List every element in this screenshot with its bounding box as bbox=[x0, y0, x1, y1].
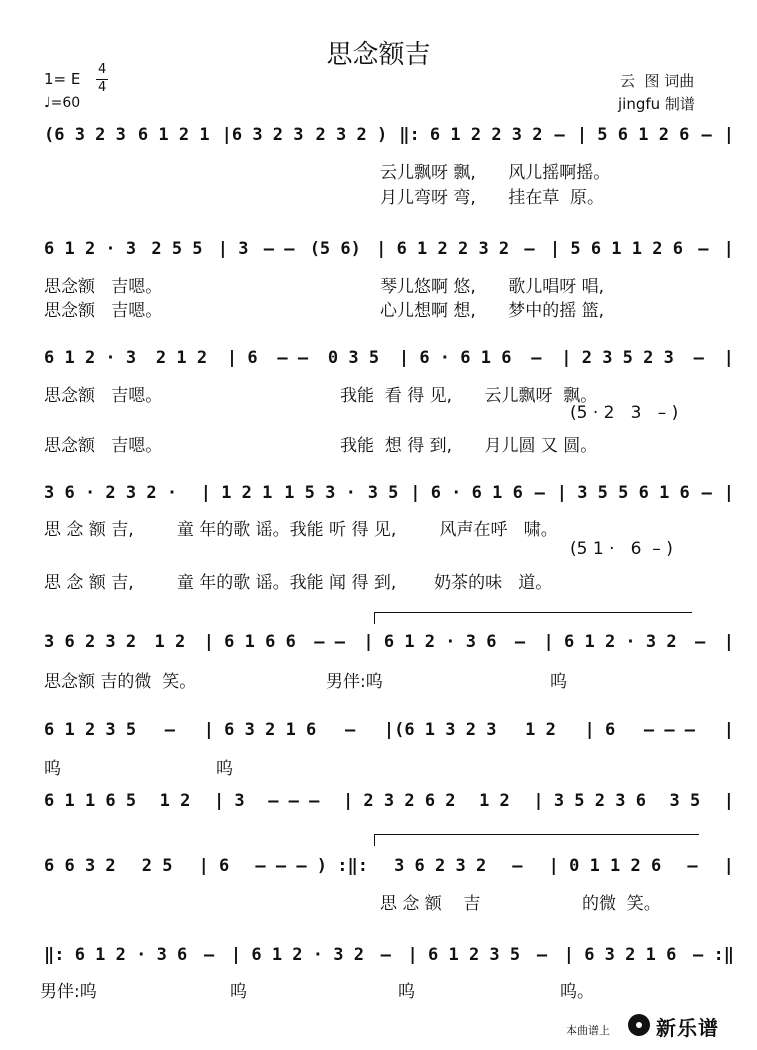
notation-measure: | 6 1 2 · 3 2 bbox=[543, 632, 677, 652]
lyric-line: 呜 bbox=[44, 759, 61, 779]
notation-measure: | 6 bbox=[226, 348, 258, 368]
notation-measure: | 2 3 5 2 3 bbox=[561, 348, 674, 368]
notation-measure: |(6 1 3 2 3 bbox=[383, 720, 497, 740]
notation-measure: 2 5 5 bbox=[151, 239, 203, 259]
lyric-line: 思念额 吉嗯。 bbox=[44, 436, 163, 456]
notation-measure: | 0 1 1 2 6 bbox=[548, 856, 662, 876]
notation-row bbox=[44, 715, 734, 745]
notation-measure: | bbox=[723, 239, 734, 259]
lyric-line: 月儿弯呀 弯, 挂在草 原。 bbox=[380, 188, 605, 208]
notation-measure: – – bbox=[314, 632, 345, 652]
lyric-line: 思念额 吉的微 笑。 bbox=[44, 672, 197, 692]
notation-measure: – bbox=[164, 720, 176, 740]
time-signature-bottom: 4 bbox=[98, 80, 107, 95]
notation-measure: 1 2 bbox=[154, 632, 186, 652]
notation-measure: | 6 · 6 1 6 bbox=[410, 483, 523, 503]
notation-measure: | 3 5 2 3 6 bbox=[533, 791, 646, 811]
notation-measure: – – bbox=[263, 239, 295, 259]
notation-measure: | 6 1 2 · 3 2 bbox=[230, 945, 364, 965]
notation-measure: – bbox=[687, 856, 698, 876]
notation-measure: | 3 bbox=[213, 791, 245, 811]
key-signature: 1= E bbox=[44, 70, 81, 88]
notation-measure: 1 2 bbox=[479, 791, 510, 811]
notation-measure: | 6 1 2 2 3 2 bbox=[376, 239, 510, 259]
notation-measure: | bbox=[723, 348, 734, 368]
lyric-line: (5 1 · 6 – ) bbox=[570, 539, 673, 559]
notation-measure: – bbox=[701, 483, 712, 503]
footer-logo: 新乐谱 bbox=[656, 1016, 719, 1040]
lyric-line: 我能 想 得 到, 月儿圆 又 圆。 bbox=[340, 436, 598, 456]
lyric-line: 呜 bbox=[550, 672, 567, 692]
notation-measure: – bbox=[514, 632, 526, 652]
notation-measure: | 6 bbox=[584, 720, 616, 740]
notation-row bbox=[44, 120, 734, 150]
credit-composer: 云 图 词曲 bbox=[620, 72, 695, 90]
notation-measure: – bbox=[536, 945, 548, 965]
notation-measure: (6 3 2 3 bbox=[44, 125, 126, 145]
notation-measure: – bbox=[344, 720, 356, 740]
notation-measure: 6 6 3 2 bbox=[44, 856, 116, 876]
notation-measure: | 1 2 1 bbox=[200, 483, 273, 503]
volta-bracket-2-hook bbox=[374, 834, 375, 846]
vinyl-record-icon bbox=[628, 1014, 650, 1036]
notation-measure: – bbox=[524, 239, 535, 259]
notation-measure: 6 1 2 1 bbox=[137, 125, 210, 145]
lyric-line: 呜 bbox=[216, 759, 233, 779]
notation-measure: – bbox=[534, 483, 545, 503]
footer-prefix: 本曲谱上 bbox=[566, 1024, 610, 1037]
lyric-line: 我能 看 得 见, 云儿飘呀 飘。 bbox=[340, 386, 598, 406]
tempo-mark: ♩=60 bbox=[44, 95, 81, 111]
time-signature-top: 4 bbox=[98, 62, 107, 77]
lyric-line: 男伴:呜 bbox=[326, 672, 383, 692]
notation-row bbox=[44, 786, 734, 816]
lyric-line: 呜。 bbox=[560, 982, 594, 1002]
notation-measure: – bbox=[695, 632, 706, 652]
credit-transcriber: jingfu 制谱 bbox=[618, 95, 695, 113]
notation-measure: 3 6 · 2 3 2 · bbox=[44, 483, 178, 503]
notation-measure: 3 6 2 3 2 bbox=[394, 856, 487, 876]
notation-row bbox=[44, 478, 734, 508]
notation-measure: |6 3 2 3 bbox=[221, 125, 304, 145]
notation-measure: – – bbox=[277, 348, 309, 368]
notation-row bbox=[44, 627, 734, 657]
notation-measure: 1 2 bbox=[525, 720, 556, 740]
notation-measure: ‖: 6 1 2 · 3 6 bbox=[44, 945, 188, 965]
lyric-line: (5 · 2 3 – ) bbox=[570, 403, 679, 423]
notation-measure: | bbox=[723, 483, 734, 503]
notation-measure: 3 6 2 3 2 bbox=[44, 632, 137, 652]
volta-bracket-1-hook bbox=[374, 612, 375, 624]
volta-bracket-2 bbox=[374, 834, 699, 835]
notation-measure: 3 5 bbox=[367, 483, 399, 503]
notation-measure: | 6 1 2 · 3 6 bbox=[363, 632, 497, 652]
lyric-line: 呜 bbox=[230, 982, 247, 1002]
notation-measure: – bbox=[380, 945, 391, 965]
lyric-line: 心儿想啊 想, 梦中的摇 篮, bbox=[380, 301, 605, 321]
lyric-line: 云儿飘呀 飘, 风儿摇啊摇。 bbox=[380, 163, 611, 183]
notation-measure: (5 6) bbox=[309, 239, 361, 259]
notation-measure: | 6 3 2 1 6 bbox=[203, 720, 317, 740]
notation-measure: | 6 bbox=[198, 856, 230, 876]
notation-row bbox=[44, 851, 734, 881]
notation-measure: | bbox=[723, 632, 734, 652]
notation-measure: | bbox=[723, 720, 734, 740]
notation-row bbox=[44, 940, 734, 970]
lyric-line: 思念额 吉嗯。 bbox=[44, 386, 163, 406]
notation-measure: – :‖ bbox=[693, 945, 734, 965]
lyric-line: 的微 笑。 bbox=[582, 894, 661, 914]
lyric-line: 思念额 吉嗯。 bbox=[44, 301, 163, 321]
lyric-line: 思念额 吉嗯。 bbox=[44, 277, 163, 297]
notation-measure: – – – bbox=[268, 791, 320, 811]
notation-measure: | 3 bbox=[217, 239, 249, 259]
notation-measure: | bbox=[723, 791, 734, 811]
lyric-line: 思 念 额 吉, 童 年的歌 谣。我能 听 得 见, 风声在呼 啸。 bbox=[44, 520, 558, 540]
notation-measure: | bbox=[723, 856, 734, 876]
notation-measure: | 6 · 6 1 6 bbox=[398, 348, 512, 368]
notation-measure: 2 5 bbox=[141, 856, 173, 876]
notation-measure: – bbox=[698, 239, 709, 259]
notation-measure: – bbox=[512, 856, 523, 876]
notation-row bbox=[44, 234, 734, 264]
notation-measure: 6 1 2 3 5 bbox=[44, 720, 137, 740]
notation-measure: 1 2 bbox=[159, 791, 191, 811]
notation-measure: 6 1 1 6 5 bbox=[44, 791, 137, 811]
lyric-line: 琴儿悠啊 悠, 歌儿唱呀 唱, bbox=[380, 277, 605, 297]
notation-measure: 3 5 bbox=[669, 791, 701, 811]
notation-measure: 0 3 5 bbox=[327, 348, 380, 368]
notation-measure: | 6 1 6 6 bbox=[203, 632, 296, 652]
notation-measure: 2 1 2 bbox=[155, 348, 208, 368]
notation-measure: | 3 5 5 6 1 6 bbox=[556, 483, 690, 503]
notation-measure: – bbox=[554, 125, 565, 145]
notation-measure: – bbox=[203, 945, 215, 965]
notation-measure: – – – ) :‖: bbox=[255, 856, 368, 876]
notation-row bbox=[44, 343, 734, 373]
notation-measure: 1 5 3 · bbox=[284, 483, 356, 503]
notation-measure: | 6 1 2 3 5 bbox=[407, 945, 521, 965]
lyric-line: 思 念 额 吉, 童 年的歌 谣。我能 闻 得 到, 奶茶的味 道。 bbox=[44, 573, 553, 593]
notation-measure: | 2 3 2 6 2 bbox=[342, 791, 456, 811]
notation-measure: 6 1 2 · 3 bbox=[44, 348, 137, 368]
notation-measure: – bbox=[531, 348, 542, 368]
notation-measure: 2 3 2 ) bbox=[315, 125, 388, 145]
page-title: 思念额吉 bbox=[326, 40, 431, 70]
notation-measure: | 5 6 1 1 2 6 bbox=[549, 239, 683, 259]
notation-measure: | 5 6 1 2 6 bbox=[576, 125, 690, 145]
notation-measure: 6 1 2 · 3 bbox=[44, 239, 137, 259]
notation-measure: | 6 3 2 1 6 bbox=[563, 945, 677, 965]
notation-measure: – – – bbox=[643, 720, 696, 740]
notation-measure: – bbox=[693, 348, 704, 368]
volta-bracket-1 bbox=[374, 612, 692, 613]
notation-measure: ‖: 6 1 2 2 3 2 bbox=[399, 125, 543, 145]
lyric-line: 呜 bbox=[398, 982, 415, 1002]
notation-measure: | bbox=[723, 125, 734, 145]
lyric-line: 男伴:呜 bbox=[40, 982, 97, 1002]
notation-measure: – bbox=[701, 125, 712, 145]
lyric-line: 思 念 额 吉 bbox=[380, 894, 481, 914]
